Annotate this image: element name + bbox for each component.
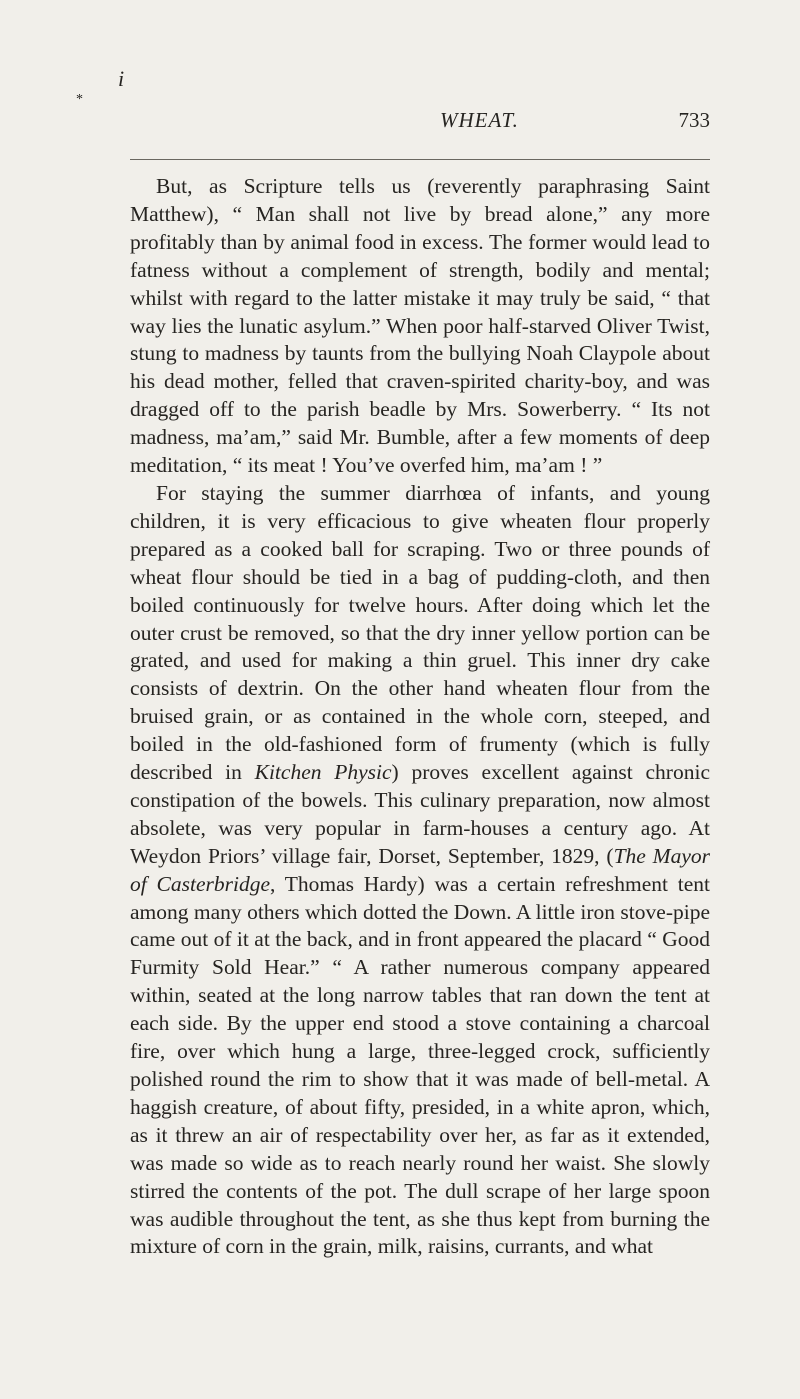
paragraph-text: For staying the summer diarrhœa of infants, and young children, it is very efficacious to give wheaten flour properly prepared as a cooked ball for scraping. Two or three pounds of wheat flour should be tied in a bag of pudding-cloth, and then boiled continuously for twelve hours. After doing which let the outer crust be removed, so that the dry inner yellow portion can be grated, and used for making a thin gruel. This inner dry cake consists of dextrin. On the other hand wheaten flour from the bruised grain, or as contained in the whole corn, steeped, and boiled in the old-fashioned form of frumenty (which is fully described in (130, 480, 710, 785)
stray-mark: * (76, 92, 83, 107)
paragraph-text: But, as Scripture tells us (reverently paraphrasing Saint Matthew), “ Man shall not live by bread alone,” any more profitably than by animal food in excess. The former would lead to fatness without a complement of strength, bodily and mental; whilst with regard to the latter mistake it may truly be said, “ that way lies the lunatic asylum.” When poor half-starved Oliver Twist, stung to madness by taunts from the bullying Noah Claypole about his dead mother, felled that craven-spirited charity-boy, and was dragged off to the parish beadle by Mrs. Sowerberry. “ Its not madness, ma’am,” said Mr. Bumble, after a few moments of deep meditation, “ its meat ! You’ve overfed him, ma’am ! ” (130, 174, 710, 478)
book-title: The Mayor of Casterbridge (130, 843, 710, 896)
page-header (130, 100, 710, 140)
header-rule (130, 159, 710, 160)
stray-mark: i (118, 66, 125, 91)
paragraph (130, 173, 710, 480)
running-title: WHEAT. (440, 108, 519, 132)
page-number: 733 (678, 108, 710, 132)
paragraph-text: ) proves excellent against chronic constipation of the bowels. This culinary preparation, now almost absolete, was very popular in farm-houses a century ago. At Weydon Priors’ village fair, Dorset, September, 1829, ( (130, 760, 710, 868)
book-title: Kitchen Physic (254, 760, 392, 785)
paragraph-text: , Thomas Hardy) was a certain refreshment tent among many others which dotted the Down. A little iron stove-pipe came out of it at the back, and in front appeared the placard “ Good Furmity Sold Hear.” “ A rather numerous company appeared within, seated at the long narrow tables that ran down the tent at each side. By the upper end stood a stove containing a charcoal fire, over which hung a large, three-legged crock, sufficiently polished round the rim to show that it was made of bell-metal. A haggish creature, of about fifty, presided, in a white apron, which, as it threw an air of respectability over her, as far as it extended, was made so wide as to reach nearly round her waist. She slowly stirred the contents of the pot. The dull scrape of her large spoon was audible throughout the tent, as she thus kept from burning the mixture of corn in the grain, milk, raisins, currants, and what (130, 871, 710, 1259)
paragraph (130, 480, 710, 1261)
page-body (130, 173, 710, 1261)
